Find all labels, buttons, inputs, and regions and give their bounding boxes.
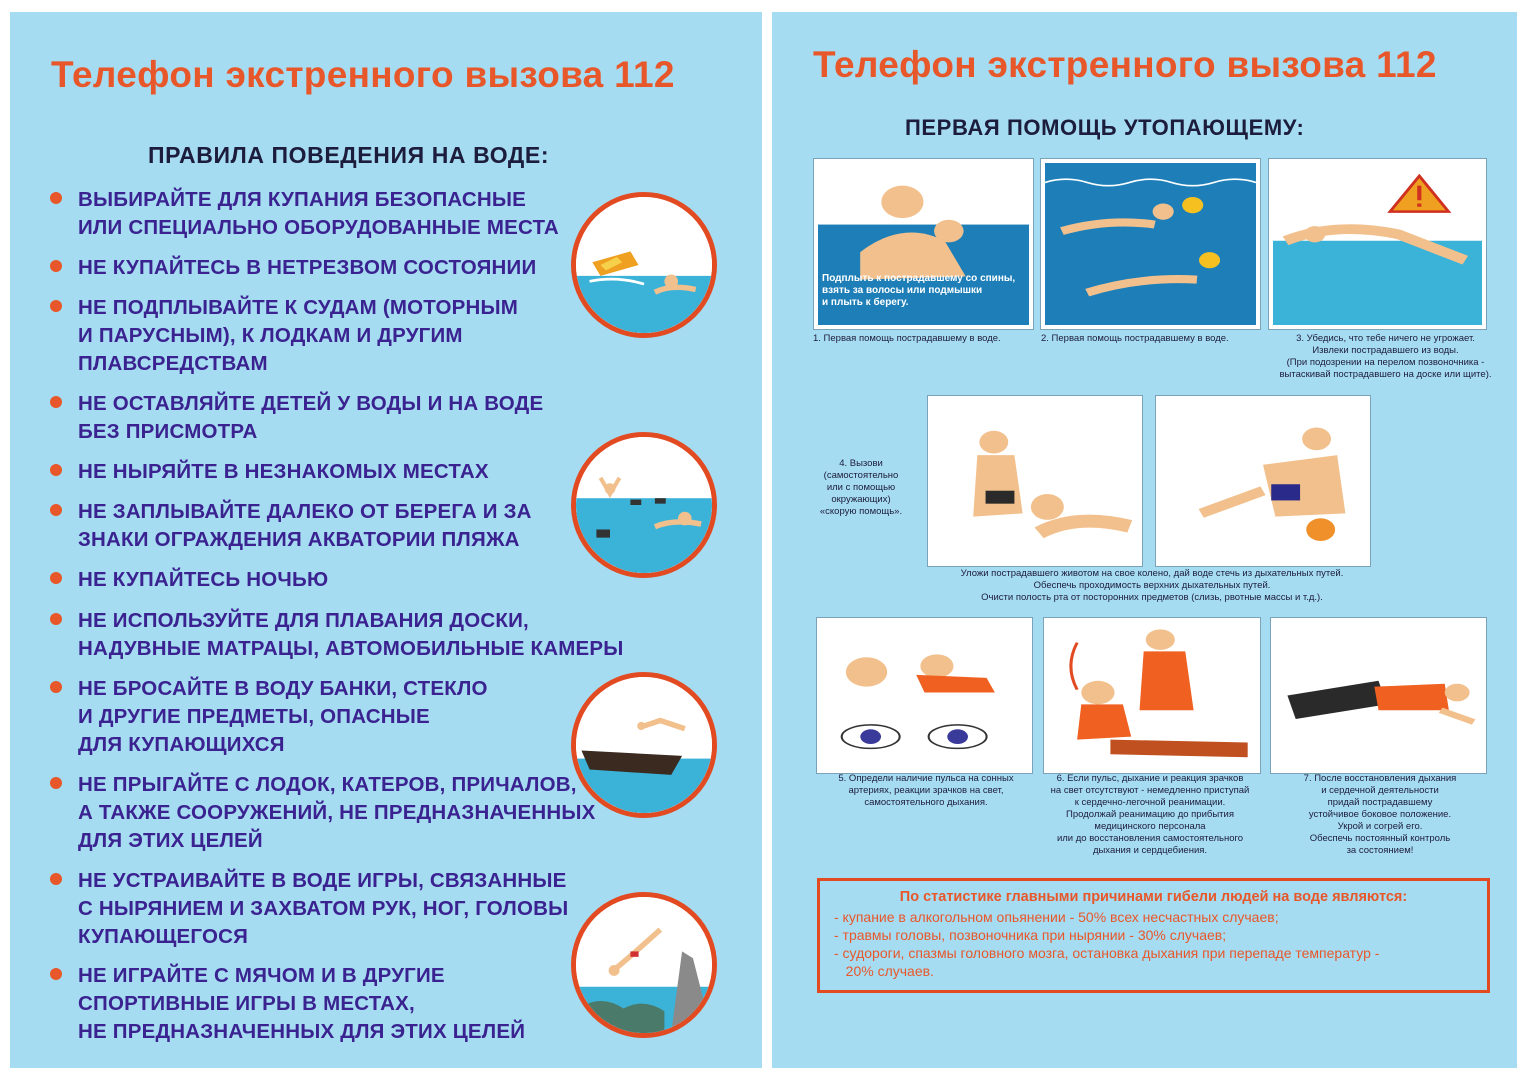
rule-text: НЕ ИСПОЛЬЗУЙТЕ ДЛЯ ПЛАВАНИЯ ДОСКИ, НАДУВНЫЕ МАТРАЦЫ, АВТОМОБИЛЬНЫЕ КАМЕРЫ xyxy=(78,609,624,660)
step2-illustration xyxy=(1040,158,1261,330)
statistics-line: 20% случаев. xyxy=(834,963,934,979)
rule-text: НЕ КУПАЙТЕСЬ В НЕТРЕЗВОМ СОСТОЯНИИ xyxy=(78,256,537,279)
step6-illustration xyxy=(1043,617,1261,774)
bullet-dot xyxy=(50,192,62,204)
right-panel xyxy=(772,12,1517,1068)
step3-caption: 3. Убедись, что тебе ничего не угрожает. Извлеки пострадавшего из воды. (При подозрении на перелом позвоночника - вытаскивай пострадавшего на доске или щите). xyxy=(1279,333,1492,380)
rule-text: НЕ БРОСАЙТЕ В ВОДУ БАНКИ, СТЕКЛО И ДРУГИЕ ПРЕДМЕТЫ, ОПАСНЫЕ ДЛЯ КУПАЮЩИХСЯ xyxy=(78,677,488,756)
airway-caption: Уложи пострадавшего животом на свое колено, дай воде стечь из дыхательных путей. Обеспечь проходимость верхних дыхательных путей. Очисти полость рта от посторонних предметов (слизь, рвотные массы и т.д.). xyxy=(960,568,1344,603)
boat-diver-illustration xyxy=(571,672,717,818)
step5-caption: 5. Определи наличие пульса на сонных артериях, реакции зрачков на свет, самостоятельного дыхания. xyxy=(838,773,1014,808)
bullet-dot xyxy=(50,464,62,476)
rule-text: НЕ КУПАЙТЕСЬ НОЧЬЮ xyxy=(78,568,329,591)
bullet-dot xyxy=(50,300,62,312)
cliff-diver-illustration xyxy=(571,892,717,1038)
step4-caption: 4. Вызови (самостоятельно или с помощью окружающих) «скорую помощь». xyxy=(819,458,903,517)
bullet-dot xyxy=(50,777,62,789)
right-main-title: Телефон экстренного вызова 112 xyxy=(813,44,1437,85)
rule-text: ВЫБИРАЙТЕ ДЛЯ КУПАНИЯ БЕЗОПАСНЫЕ ИЛИ СПЕЦИАЛЬНО ОБОРУДОВАННЫЕ МЕСТА xyxy=(78,188,559,239)
rule-text: НЕ ПОДПЛЫВАЙТЕ К СУДАМ (МОТОРНЫМ И ПАРУСНЫМ), К ЛОДКАМ И ДРУГИМ ПЛАВСРЕДСТВАМ xyxy=(78,296,519,375)
bullet-dot xyxy=(50,613,62,625)
rule-text: НЕ УСТРАИВАЙТЕ В ВОДЕ ИГРЫ, СВЯЗАННЫЕ С НЫРЯНИЕМ И ЗАХВАТОМ РУК, НОГ, ГОЛОВЫ КУПАЮЩЕГОСЯ xyxy=(78,869,569,948)
left-section-title: ПРАВИЛА ПОВЕДЕНИЯ НА ВОДЕ: xyxy=(148,142,550,168)
left-panel xyxy=(10,12,762,1068)
rule-text: НЕ НЫРЯЙТЕ В НЕЗНАКОМЫХ МЕСТАХ xyxy=(78,460,489,483)
bullet-dot xyxy=(50,396,62,408)
rule-text: НЕ ПРЫГАЙТЕ С ЛОДОК, КАТЕРОВ, ПРИЧАЛОВ, А ТАКЖЕ СООРУЖЕНИЙ, НЕ ПРЕДНАЗНАЧЕННЫХ ДЛЯ ЭТИХ ЦЕЛЕЙ xyxy=(78,773,596,852)
children-swimming-illustration xyxy=(571,432,717,578)
rule-text: НЕ ЗАПЛЫВАЙТЕ ДАЛЕКО ОТ БЕРЕГА И ЗА ЗНАКИ ОГРАЖДЕНИЯ АКВАТОРИИ ПЛЯЖА xyxy=(78,500,532,551)
bullet-dot xyxy=(50,260,62,272)
statistics-box xyxy=(817,878,1490,993)
step7-caption: 7. После восстановления дыхания и сердечной деятельности придай пострадавшему устойчивое боковое положение. Укрой и согрей его. Обеспечь постоянный контроль за состоянием! xyxy=(1303,773,1457,856)
bullet-dot xyxy=(50,968,62,980)
step1-caption: 1. Первая помощь пострадавшему в воде. xyxy=(813,333,1001,344)
bullet-dot xyxy=(50,873,62,885)
statistics-line: - травмы головы, позвоночника при нырянии - 30% случаев; xyxy=(834,927,1227,943)
rule-text: НЕ ИГРАЙТЕ С МЯЧОМ И В ДРУГИЕ СПОРТИВНЫЕ ИГРЫ В МЕСТАХ, НЕ ПРЕДНАЗНАЧЕННЫХ ДЛЯ ЭТИХ ЦЕЛЕЙ xyxy=(78,964,526,1043)
statistics-line: - купание в алкогольном опьянении - 50% всех несчастных случаев; xyxy=(834,909,1279,925)
step7-illustration xyxy=(1270,617,1487,774)
bullet-dot xyxy=(50,504,62,516)
back-blows-overlay-text: Перегнуть через собственное бедро, несколько раз ударить ладонью на уровне лопаток. xyxy=(1166,404,1351,439)
back-blows-illustration xyxy=(1155,395,1371,567)
step5-illustration xyxy=(816,617,1033,774)
left-main-title: Телефон экстренного вызова 112 xyxy=(51,54,675,95)
step3-illustration xyxy=(1268,158,1487,330)
step4-illustration xyxy=(927,395,1143,567)
statistics-line: - судороги, спазмы головного мозга, остановка дыхания при перепаде температур - xyxy=(834,945,1380,961)
bullet-dot xyxy=(50,572,62,584)
step6-caption: 6. Если пульс, дыхание и реакция зрачков на свет отсутствуют - немедленно приступай к сердечно-легочной реанимации. Продолжай реанимацию до прибытия медицинского персонала или до восстановления самостоятельного дыхания и сердцебиения. xyxy=(1050,773,1250,856)
step1-illustration xyxy=(813,158,1034,330)
right-section-title: ПЕРВАЯ ПОМОЩЬ УТОПАЮЩЕМУ: xyxy=(905,115,1305,140)
statistics-title: По статистике главными причинами гибели людей на воде являются: xyxy=(899,889,1408,905)
step2-caption: 2. Первая помощь пострадавшему в воде. xyxy=(1041,333,1229,344)
rule-text: НЕ ОСТАВЛЯЙТЕ ДЕТЕЙ У ВОДЫ И НА ВОДЕ БЕЗ ПРИСМОТРА xyxy=(78,392,544,443)
step1-overlay-text: Подплыть к пострадавшему со спины, взять за волосы или подмышки и плыть к берегу. xyxy=(822,273,1016,308)
bullet-dot xyxy=(50,681,62,693)
boat-swimmer-illustration xyxy=(571,192,717,338)
